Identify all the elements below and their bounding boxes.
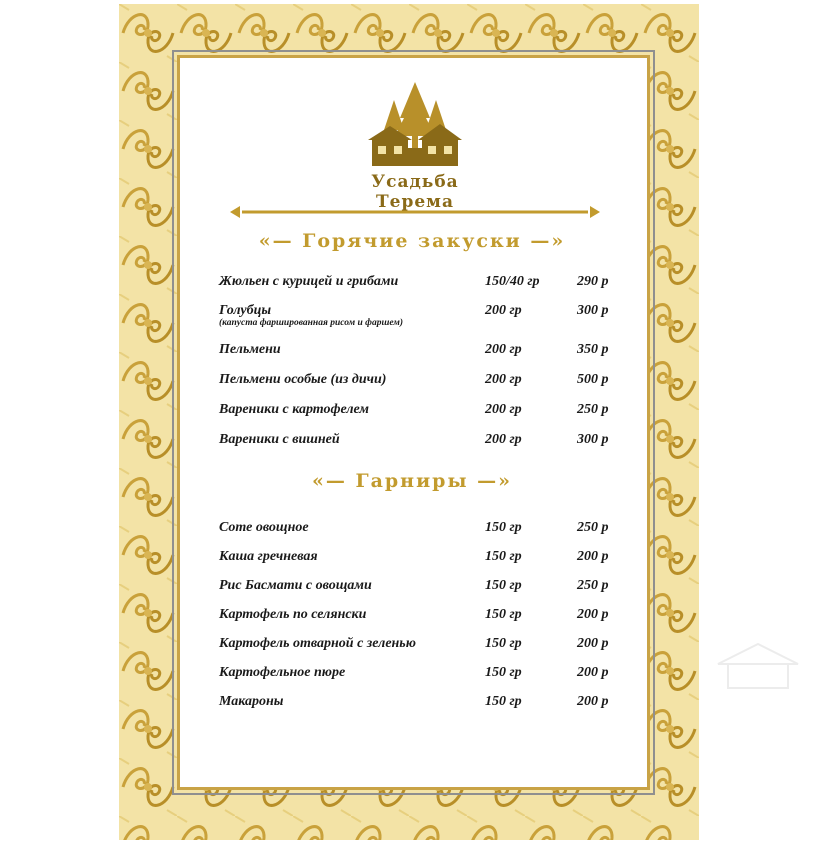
logo-text: Усадьба Терема (371, 172, 459, 212)
menu-item: Картофельное пюре 150 гр 200 р (219, 665, 609, 680)
section-title-hot-appetizers: «— Горячие закуски —» (258, 230, 566, 252)
menu-item: Макароны 150 гр 200 р (219, 694, 609, 709)
menu-item: Каша гречневая 150 гр 200 р (219, 549, 609, 564)
menu-item: Картофель отварной с зеленью 150 гр 200 р (219, 636, 609, 651)
menu-item: Вареники с картофелем 200 гр 250 р (219, 402, 609, 417)
menu-item: Рис Басмати с овощами 150 гр 250 р (219, 578, 609, 593)
menu-item: Пельмени особые (из дичи) 200 гр 500 р (219, 372, 609, 387)
ornament-left-icon: «— (311, 470, 356, 492)
menu-item: Голубцы (капуста фаршированная рисом и фаршем) 200 гр 300 р (219, 303, 609, 328)
item-note: (капуста фаршированная рисом и фаршем) (219, 318, 404, 328)
ornamental-divider (230, 205, 600, 219)
section-title-side-dishes: «— Гарниры —» (311, 470, 513, 492)
menu-item: Картофель по селянски 150 гр 200 р (219, 607, 609, 622)
menu-item: Соте овощное 150 гр 250 р (219, 520, 609, 535)
menu-item: Пельмени 200 гр 350 р (219, 342, 609, 357)
house-watermark-icon (712, 640, 804, 692)
ornament-left-icon: «— (258, 230, 303, 252)
menu-item: Вареники с вишней 200 гр 300 р (219, 432, 609, 447)
menu-item: Жюльен с курицей и грибами 150/40 гр 290 р (219, 274, 609, 289)
ornament-right-icon: —» (468, 470, 513, 492)
ornament-right-icon: —» (521, 230, 566, 252)
